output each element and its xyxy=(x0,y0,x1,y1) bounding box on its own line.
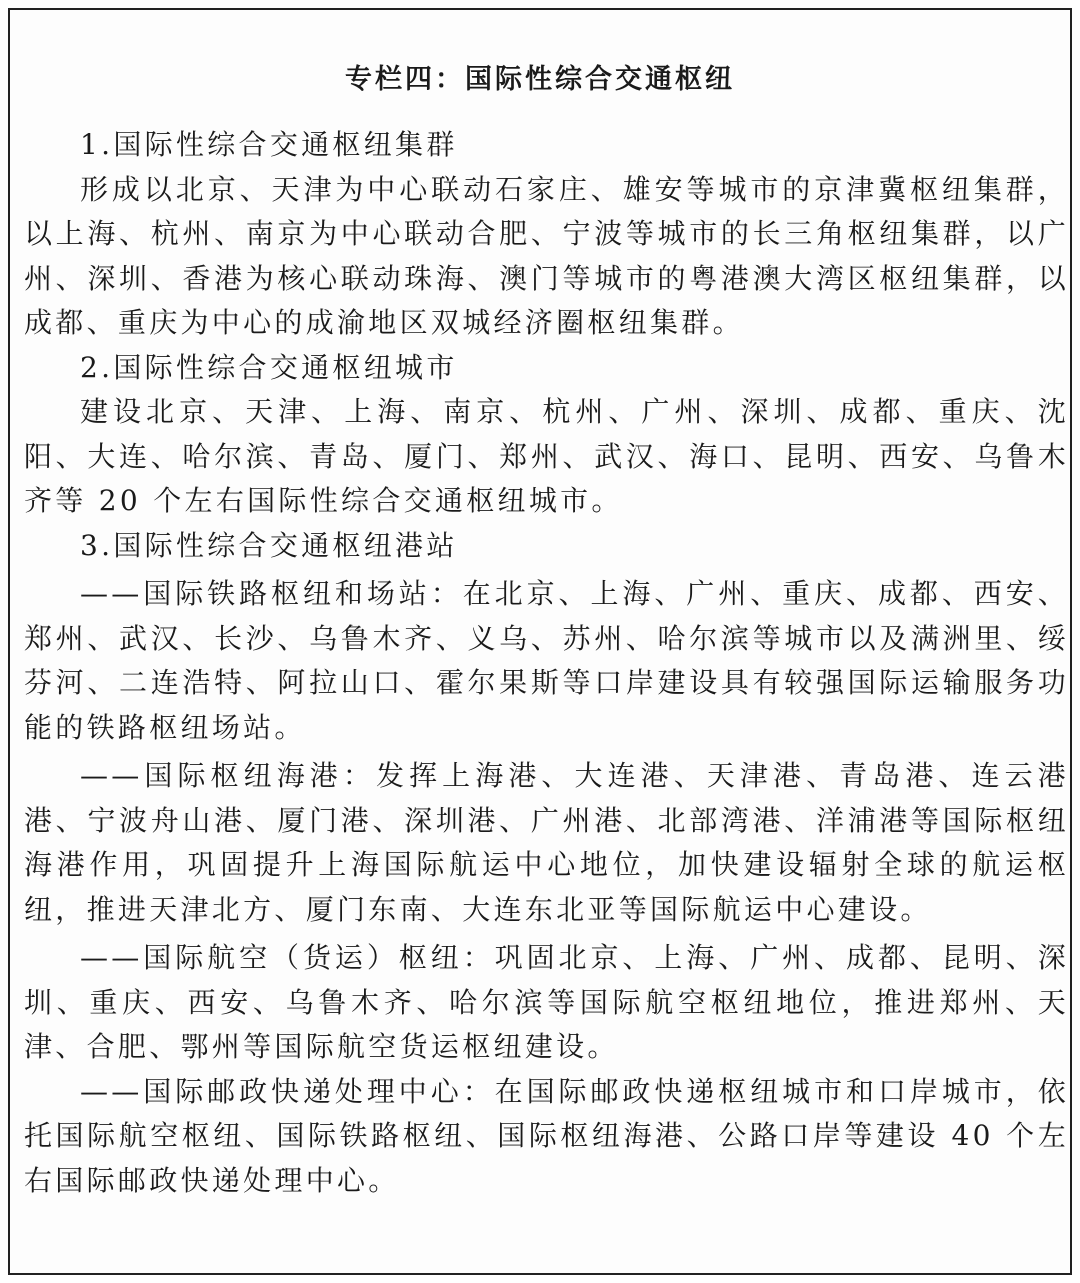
body-paragraph: 建设北京、天津、上海、南京、杭州、广州、深圳、成都、重庆、沈阳、大连、哈尔滨、青岛、厦门、郑州、武汉、海口、昆明、西安、乌鲁木齐等 20 个左右国际性综合交通枢纽城市。 xyxy=(24,395,1069,517)
list-item: ——国际航空（货运）枢纽：巩固北京、上海、广州、成都、昆明、深圳、重庆、西安、乌鲁木齐、哈尔滨等国际航空枢纽地位，推进郑州、天津、合肥、鄂州等国际航空货运枢纽建设。 xyxy=(24,941,1069,1063)
section-heading: 2.国际性综合交通枢纽城市 xyxy=(80,350,458,384)
section-heading: 1.国际性综合交通枢纽集群 xyxy=(80,128,458,161)
section-heading: 3.国际性综合交通枢纽港站 xyxy=(80,528,458,562)
list-item: ——国际枢纽海港：发挥上海港、大连港、天津港、青岛港、连云港港、宁波舟山港、厦门港、深圳港、广州港、北部湾港、洋浦港等国际枢纽海港作用，巩固提升上海国际航运中心地位，加快建设辐射全球的航运枢纽，推进天津北方、厦门东南、大连东北亚等国际航运中心建设。 xyxy=(24,759,1069,926)
column-content xyxy=(24,123,1069,1203)
list-item: ——国际邮政快递处理中心：在国际邮政快递枢纽城市和口岸城市，依托国际航空枢纽、国际铁路枢纽、国际枢纽海港、公路口岸等建设 40 个左右国际邮政快递处理中心。 xyxy=(24,1074,1069,1197)
body-paragraph: 形成以北京、天津为中心联动石家庄、雄安等城市的京津冀枢纽集群，以上海、杭州、南京为中心联动合肥、宁波等城市的长三角枢纽集群，以广州、深圳、香港为核心联动珠海、澳门等城市的粤港澳大湾区枢纽集群，以成都、重庆为中心的成渝地区双城经济圈枢纽集群。 xyxy=(24,172,1069,339)
column-box xyxy=(8,8,1072,1275)
list-item: ——国际铁路枢纽和场站：在北京、上海、广州、重庆、成都、西安、郑州、武汉、长沙、乌鲁木齐、义乌、苏州、哈尔滨等城市以及满洲里、绥芬河、二连浩特、阿拉山口、霍尔果斯等口岸建设具有较强国际运输服务功能的铁路枢纽场站。 xyxy=(24,577,1069,744)
column-title: 专栏四：国际性综合交通枢纽 xyxy=(345,64,735,95)
